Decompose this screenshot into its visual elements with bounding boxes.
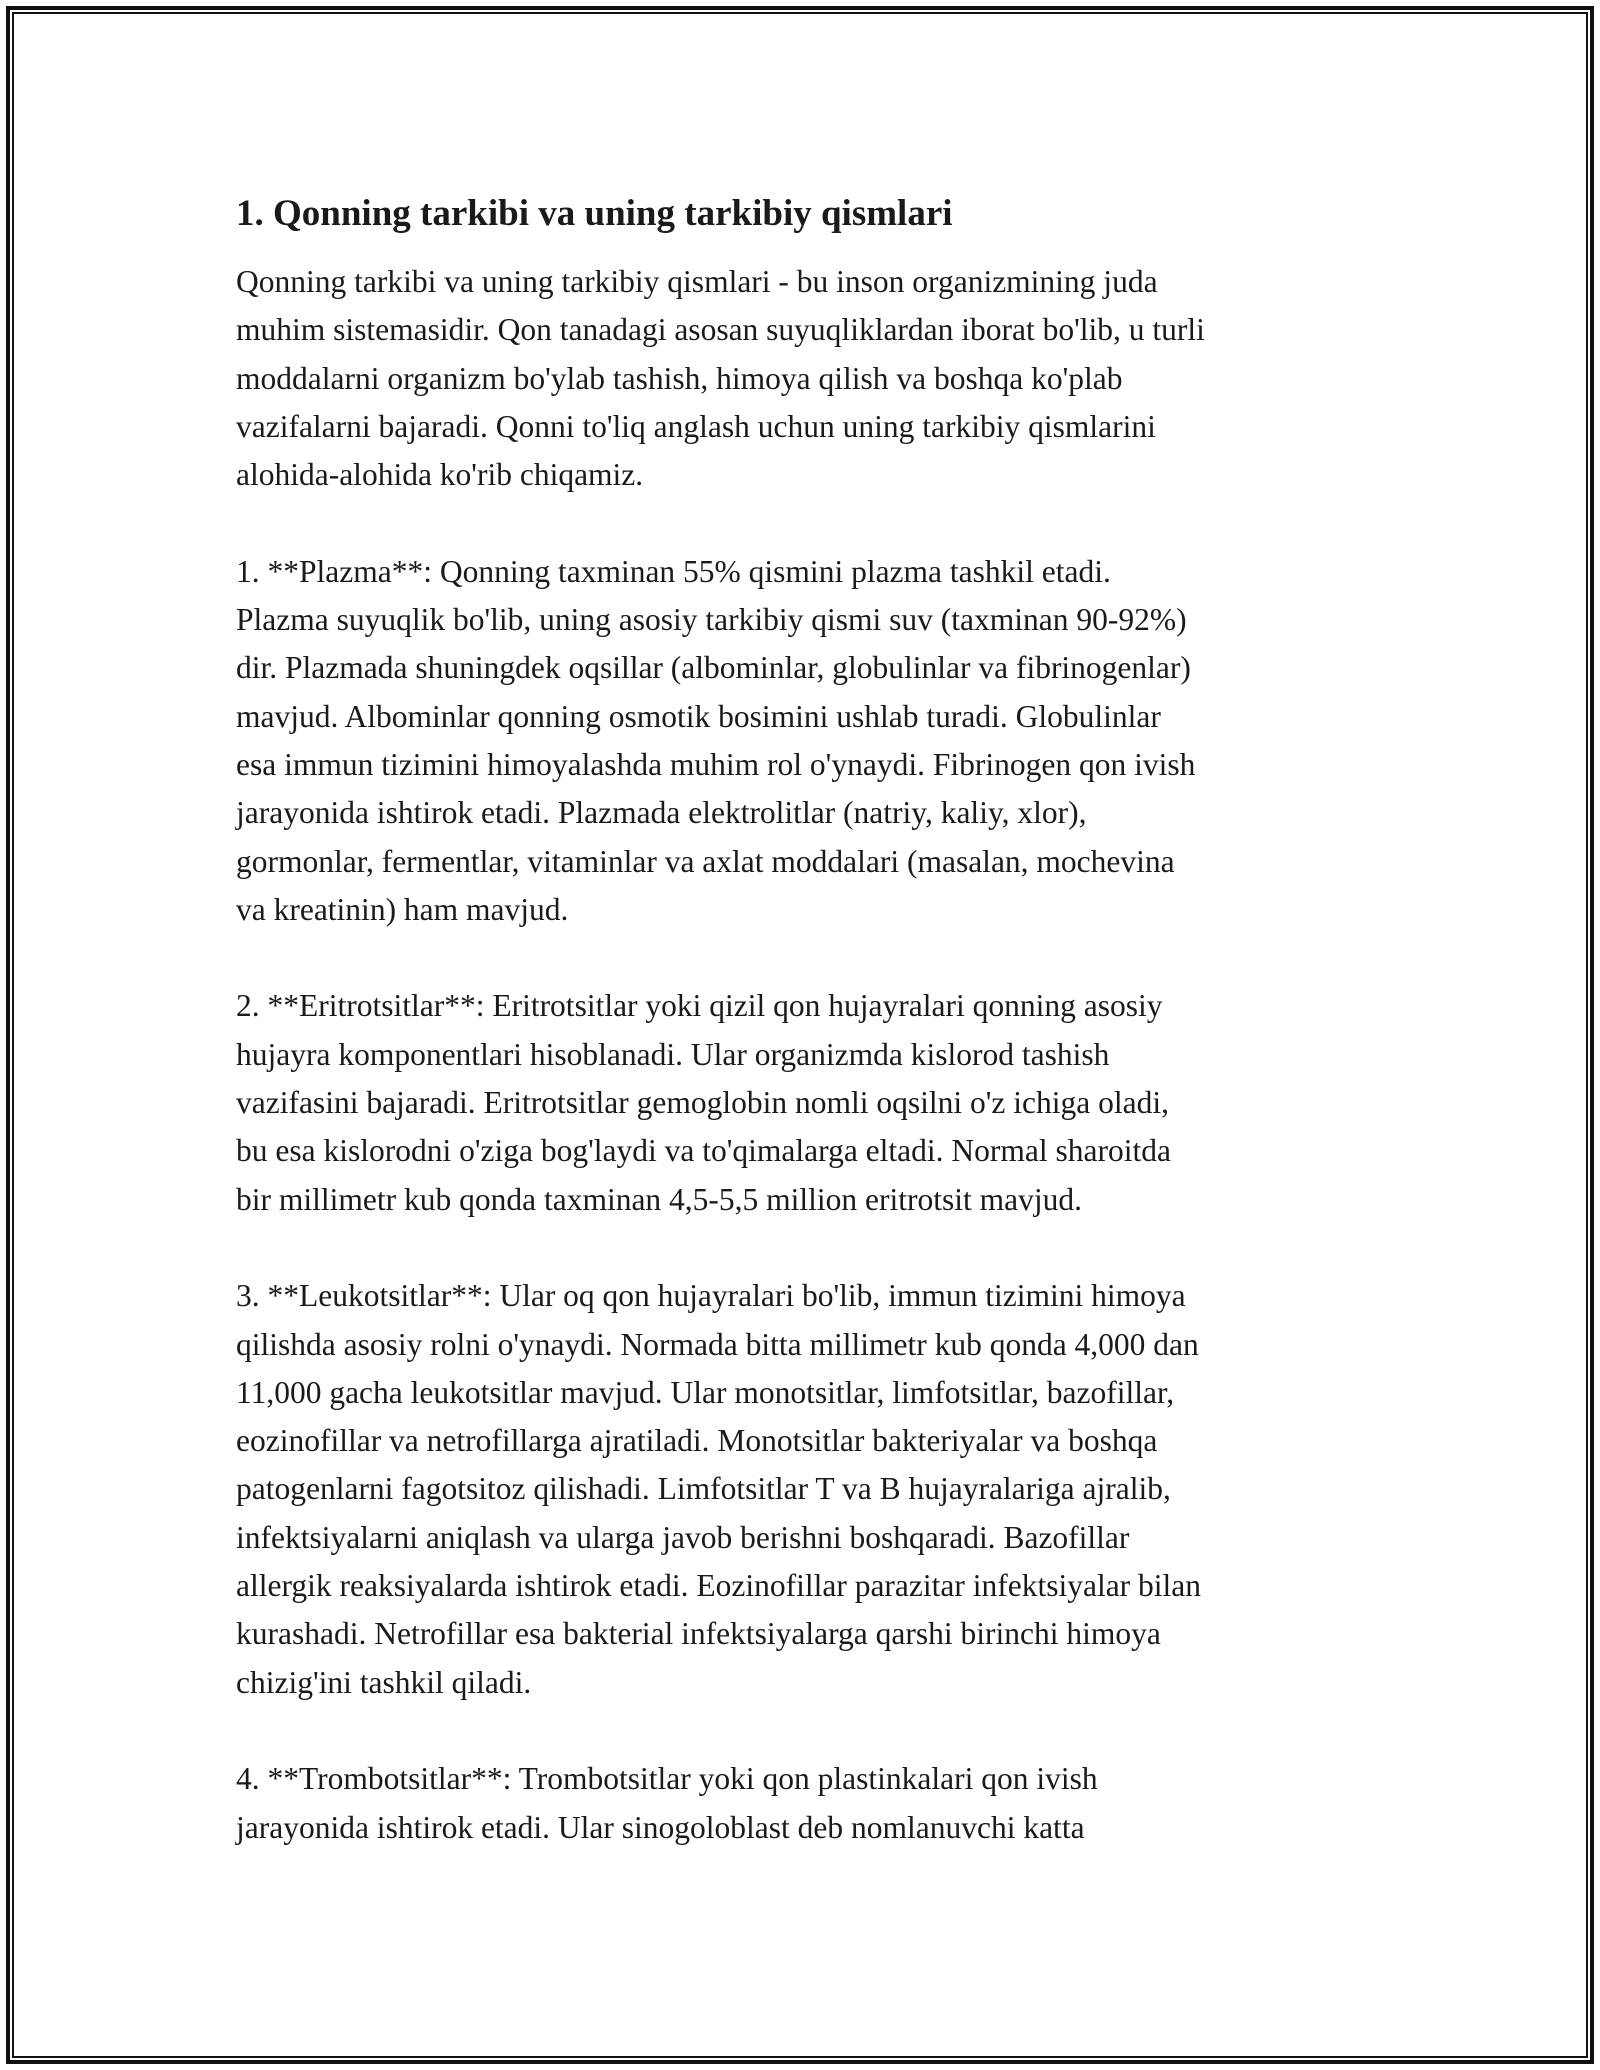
text-line: dir. Plazmada shuningdek oqsillar (albominlar, globulinlar va fibrinogenlar) — [236, 650, 1191, 686]
text-line: va kreatinin) ham mavjud. — [236, 891, 569, 927]
text-line: 4. **Trombotsitlar**: Trombotsitlar yoki qon plastinkalari qon ivish — [236, 1761, 1098, 1797]
plazma-paragraph — [236, 548, 1386, 934]
document-body — [236, 188, 1386, 1900]
text-line: muhim sistemasidir. Qon tanadagi asosan suyuqliklardan iborat bo'lib, u turli — [236, 312, 1205, 348]
text-line: patogenlarni fagotsitoz qilishadi. Limfotsitlar T va B hujayralariga ajralib, — [236, 1471, 1171, 1507]
text-line: chizig'ini tashkil qiladi. — [236, 1664, 532, 1700]
text-line: gormonlar, fermentlar, vitaminlar va axlat moddalari (masalan, mochevina — [236, 843, 1175, 879]
text-line: vazifalarni bajaradi. Qonni to'liq anglash uchun uning tarkibiy qismlarini — [236, 408, 1156, 444]
text-line: vazifasini bajaradi. Eritrotsitlar gemoglobin nomli oqsilni o'z ichiga oladi, — [236, 1085, 1169, 1121]
text-line: moddalarni organizm bo'ylab tashish, himoya qilish va boshqa ko'plab — [236, 360, 1123, 396]
text-line: 2. **Eritrotsitlar**: Eritrotsitlar yoki qizil qon hujayralari qonning asosiy — [236, 988, 1163, 1024]
text-line: bir millimetr kub qonda taxminan 4,5-5,5 million eritrotsit mavjud. — [236, 1181, 1083, 1217]
trombotsitlar-paragraph — [236, 1755, 1386, 1852]
text-line: infektsiyalarni aniqlash va ularga javob berishni boshqaradi. Bazofillar — [236, 1519, 1130, 1555]
text-line: Plazma suyuqlik bo'lib, uning asosiy tarkibiy qismi suv (taxminan 90-92%) — [236, 602, 1187, 638]
text-line: qilishda asosiy rolni o'ynaydi. Normada bitta millimetr kub qonda 4,000 dan — [236, 1326, 1199, 1362]
text-line: jarayonida ishtirok etadi. Ular sinogoloblast deb nomlanuvchi katta — [236, 1809, 1085, 1845]
text-line: kurashadi. Netrofillar esa bakterial infektsiyalarga qarshi birinchi himoya — [236, 1616, 1161, 1652]
text-line: allergik reaksiyalarda ishtirok etadi. Eozinofillar parazitar infektsiyalar bilan — [236, 1568, 1202, 1604]
text-line: 3. **Leukotsitlar**: Ular oq qon hujayralari bo'lib, immun tizimini himoya — [236, 1278, 1186, 1314]
text-line: Qonning tarkibi va uning tarkibiy qismlari - bu inson organizmining juda — [236, 264, 1158, 299]
text-line: alohida-alohida ko'rib chiqamiz. — [236, 457, 644, 493]
leukotsitlar-paragraph — [236, 1272, 1386, 1707]
intro-paragraph — [236, 258, 1386, 499]
document-title: 1. Qonning tarkibi va uning tarkibiy qismlari — [236, 193, 953, 234]
text-line: mavjud. Albominlar qonning osmotik bosimini ushlab turadi. Globulinlar — [236, 698, 1161, 734]
text-line: 1. **Plazma**: Qonning taxminan 55% qismini plazma tashkil etadi. — [236, 553, 1111, 589]
text-line: eozinofillar va netrofillarga ajratiladi. Monotsitlar bakteriyalar va boshqa — [236, 1423, 1158, 1459]
text-line: esa immun tizimini himoyalashda muhim rol o'ynaydi. Fibrinogen qon ivish — [236, 746, 1196, 782]
text-line: hujayra komponentlari hisoblanadi. Ular organizmda kislorod tashish — [236, 1036, 1110, 1072]
text-line: jarayonida ishtirok etadi. Plazmada elektrolitlar (natriy, kaliy, xlor), — [236, 795, 1087, 831]
text-line: 11,000 gacha leukotsitlar mavjud. Ular monotsitlar, limfotsitlar, bazofillar, — [236, 1374, 1175, 1410]
text-line: bu esa kislorodni o'ziga bog'laydi va to'qimalarga eltadi. Normal sharoitda — [236, 1133, 1171, 1169]
eritrotsitlar-paragraph — [236, 982, 1386, 1223]
